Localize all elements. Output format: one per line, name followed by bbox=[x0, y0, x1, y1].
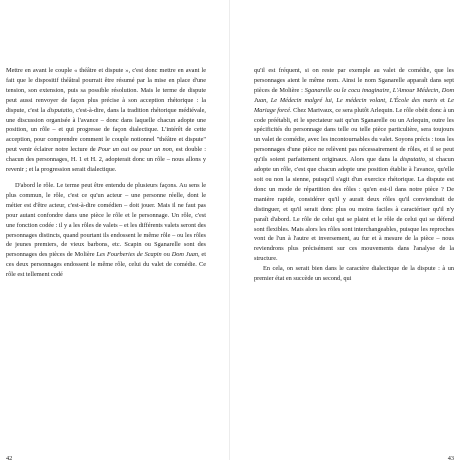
body-text: D'abord le rôle. Le terme peut être entendu de plusieurs façons. Au sens le plus commun, le rôle, c'est ce qu'un acteur – une personne réelle, dont le métier est d'être acteur, c'est-à-dire comédien – doit jouer. Mais il ne faut pas pour autant confondre dans une pièce le rôle et le personnage. Un rôle, c'est une fonction codée : il y a les rôles de valets – et les différents valets seront des personnages distincts, quand pourtant ils endossent le même rôle – ou les rôles de jeunes premiers, de vieux barbons, etc. Scapin ou Sganarelle sont des personnages des pièces de Molière bbox=[6, 181, 206, 259]
body-text: , et ces deux personnages endossent le même rôle, celui du valet de comédie. Ce rôle est tellement codé bbox=[6, 251, 206, 279]
italic-title-text: Le Mariage forcé bbox=[254, 96, 454, 114]
italic-title-text: Dom Juan bbox=[171, 251, 199, 259]
right-page bbox=[254, 66, 454, 460]
page-gutter bbox=[229, 0, 230, 460]
italic-title-text: disputatio bbox=[399, 156, 426, 164]
italic-title-text: disputatio bbox=[47, 106, 73, 114]
body-text: Mettre en avant le couple « théâtre et dispute », c'est donc mettre en avant le fait que le dispositif théâtral pourrait être résumé par la mise en place d'une tension, son extension, puis sa possible résolution. Mais le terme de dispute peut aussi renvoyer de façon plus précise à son acception rhétorique : la dispute, c'est la bbox=[6, 67, 206, 114]
body-text: , bbox=[331, 96, 337, 104]
body-text: . Chez Marivaux, ce sera plutôt Arlequin. Le rôle obéit donc à un code préétabli, et le spectateur sait qu'un Sganarelle ou un Arlequin, outre les spécificités du personnage dans telle ou telle pièce particulière, sera toujours un valet de comédie, avec les incontournables du valet. Soyons précis : tous les personnages d'une pièce ne relèvent pas nécessairement de rôles, et il se peut qu'ils soient parfaitement originaux. Alors que dans la bbox=[254, 106, 454, 164]
italic-title-text: L'Amour Médecin bbox=[392, 86, 439, 94]
body-text: ou bbox=[161, 251, 172, 259]
body-text: , bbox=[438, 86, 442, 94]
italic-title-text: Pour un oui ou pour un non bbox=[97, 146, 172, 154]
body-text: En cela, on serait bien dans le caractère dialectique de la dispute : à un premier état en succède un second, qui bbox=[254, 265, 454, 283]
body-text: , est double : chacun des personnages, H. 1 et H. 2, adopterait donc un rôle – nous allons y revenir ; et la progression serait dialectique. bbox=[6, 146, 206, 174]
italic-title-text: Les Fourberies de Scapin bbox=[96, 251, 162, 259]
paragraph bbox=[6, 181, 206, 280]
left-page-text bbox=[6, 66, 206, 280]
body-text: et bbox=[437, 96, 448, 104]
italic-title-text: Dom Juan bbox=[254, 86, 455, 104]
body-text: , si chacun adopte un rôle, c'est que chacun adopte une position établie à l'avance, qu'elle soit ou non la sienne, puisqu'il s'agit d'un exercice rhétorique. La dispute est donc un mode de répartition des rôles : qu'en est-il dans notre pièce ? De manière rapide, considérer qu'il y aurait deux rôles qu'il conviendrait de distinguer, et qu'il serait donc plus ou moins faciles à caractériser qu'il n'y paraît d'abord. Le rôle de celui qui se plaint et le rôle de celui qui se défend sont flexibles. Mais alors les rôles sont interchangeables, puisque les reproches vont de l'un à l'autre et inversement, au fur et à mesure de la pièce – nous reviendrons plus précisément sur ces mouvements dans l'analyse de la structure. bbox=[254, 156, 454, 263]
page-number: 42 bbox=[6, 455, 13, 462]
italic-title-text: L'École des maris bbox=[389, 96, 438, 104]
italic-title-text: Le médecin volant bbox=[336, 96, 386, 104]
body-text: qu'il est fréquent, si on reste par exemple au valet de comédie, que les personnages aient le même nom. Ainsi le nom Sganarelle apparaît dans sept pièces de Molière : bbox=[254, 67, 454, 94]
paragraph bbox=[254, 264, 454, 284]
body-text: , bbox=[389, 86, 393, 94]
right-page-text bbox=[254, 66, 454, 284]
body-text: , c'est-à-dire, dans la tradition rhétorique médiévale, une discussion organisée à l'avance – donc dans laquelle chacun adopte une position, un rôle – et qui progresse de façon dialectique. L'intérêt de cette acception, pour comprendre comment le couple notionnel "théâtre et dispute" peut venir éclairer notre lecture de bbox=[6, 106, 206, 154]
body-text: , bbox=[385, 96, 390, 104]
paragraph bbox=[254, 66, 454, 264]
italic-title-text: Sganarelle ou le cocu imaginaire bbox=[304, 86, 390, 94]
page-number: 43 bbox=[447, 455, 454, 462]
paragraph bbox=[6, 66, 206, 175]
body-text: , bbox=[266, 96, 271, 104]
italic-title-text: Le Médecin malgré lui bbox=[270, 96, 332, 104]
left-page bbox=[6, 66, 206, 460]
